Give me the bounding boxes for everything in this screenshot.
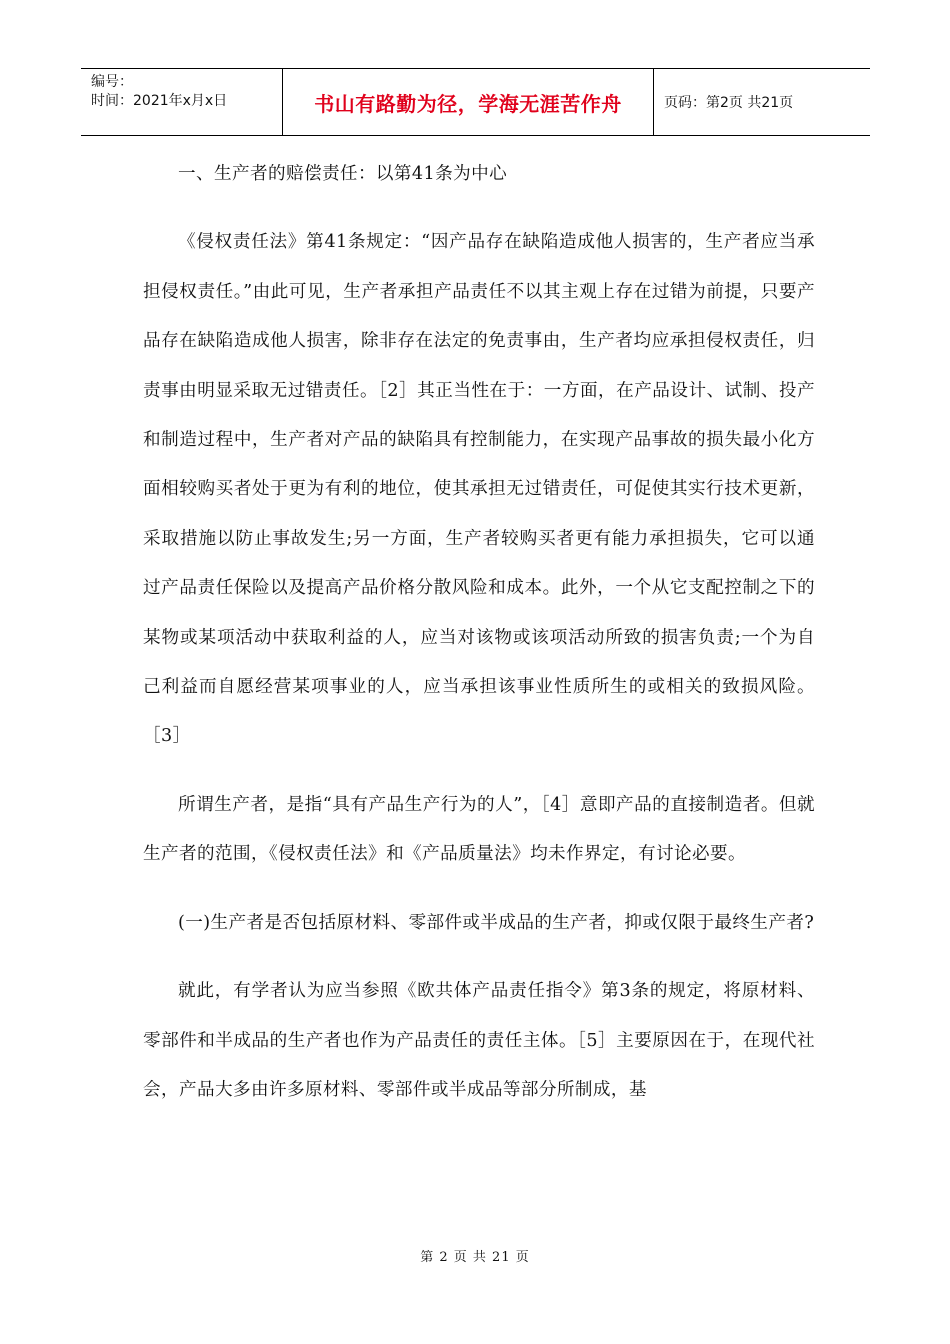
time-label: 时间：2021年x月x日 <box>91 93 228 109</box>
page-info: 页码：第2页 共21页 <box>664 95 794 111</box>
subsection-heading: (一)生产者是否包括原材料、零部件或半成品的生产者，抑或仅限于最终生产者? <box>178 912 815 933</box>
paragraph-scholar-view: 就此，有学者认为应当参照《欧共体产品责任指令》第3条的规定，将原材料、零部件和半成品的生产者也作为产品责任的责任主体。［5］主要原因在于，在现代社会，产品大多由许多原材料、零部件或半成品等部分所制成，基 <box>143 981 815 1100</box>
number-label: 编号： <box>91 74 133 90</box>
paragraph-article-41: 《侵权责任法》第41条规定：“因产品存在缺陷造成他人损害的，生产者应当承担侵权责任。”由此可见，生产者承担产品责任不以其主观上存在过错为前提，只要产品存在缺陷造成他人损害，除非存在法定的免责事由，生产者均应承担侵权责任，归责事由明显采取无过错责任。［2］其正当性在于：一方面，在产品设计、试制、投产和制造过程中，生产者对产品的缺陷具有控制能力，在实现产品事故的损失最小化方面相较购买者处于更为有利的地位，使其承担无过错责任，可促使其实行技术更新，采取措施以防止事故发生;另一方面，生产者较购买者更有能力承担损失，它可以通过产品责任保险以及提高产品价格分散风险和成本。此外，一个从它支配控制之下的某物或某项活动中获取利益的人，应当对该物或该项活动所致的损害负责;一个为自己利益而自愿经营某项事业的人，应当承担该事业性质所生的或相关的致损风险。［3］ <box>143 232 815 747</box>
document-body <box>143 150 815 1115</box>
motto-text: 书山有路勤为径，学海无涯苦作舟 <box>314 91 622 116</box>
section-heading: 一、生产者的赔偿责任：以第41条为中心 <box>178 164 508 184</box>
header-left-cell <box>81 69 282 135</box>
header-right-cell <box>654 69 870 135</box>
header-table <box>81 68 870 136</box>
header-middle-cell <box>282 69 654 135</box>
paragraph-producer-definition: 所谓生产者，是指“具有产品生产行为的人”，［4］意即产品的直接制造者。但就生产者的范围，《侵权责任法》和《产品质量法》均未作界定，有讨论必要。 <box>143 794 815 865</box>
page-footer: 第 2 页 共 21 页 <box>420 1250 530 1265</box>
